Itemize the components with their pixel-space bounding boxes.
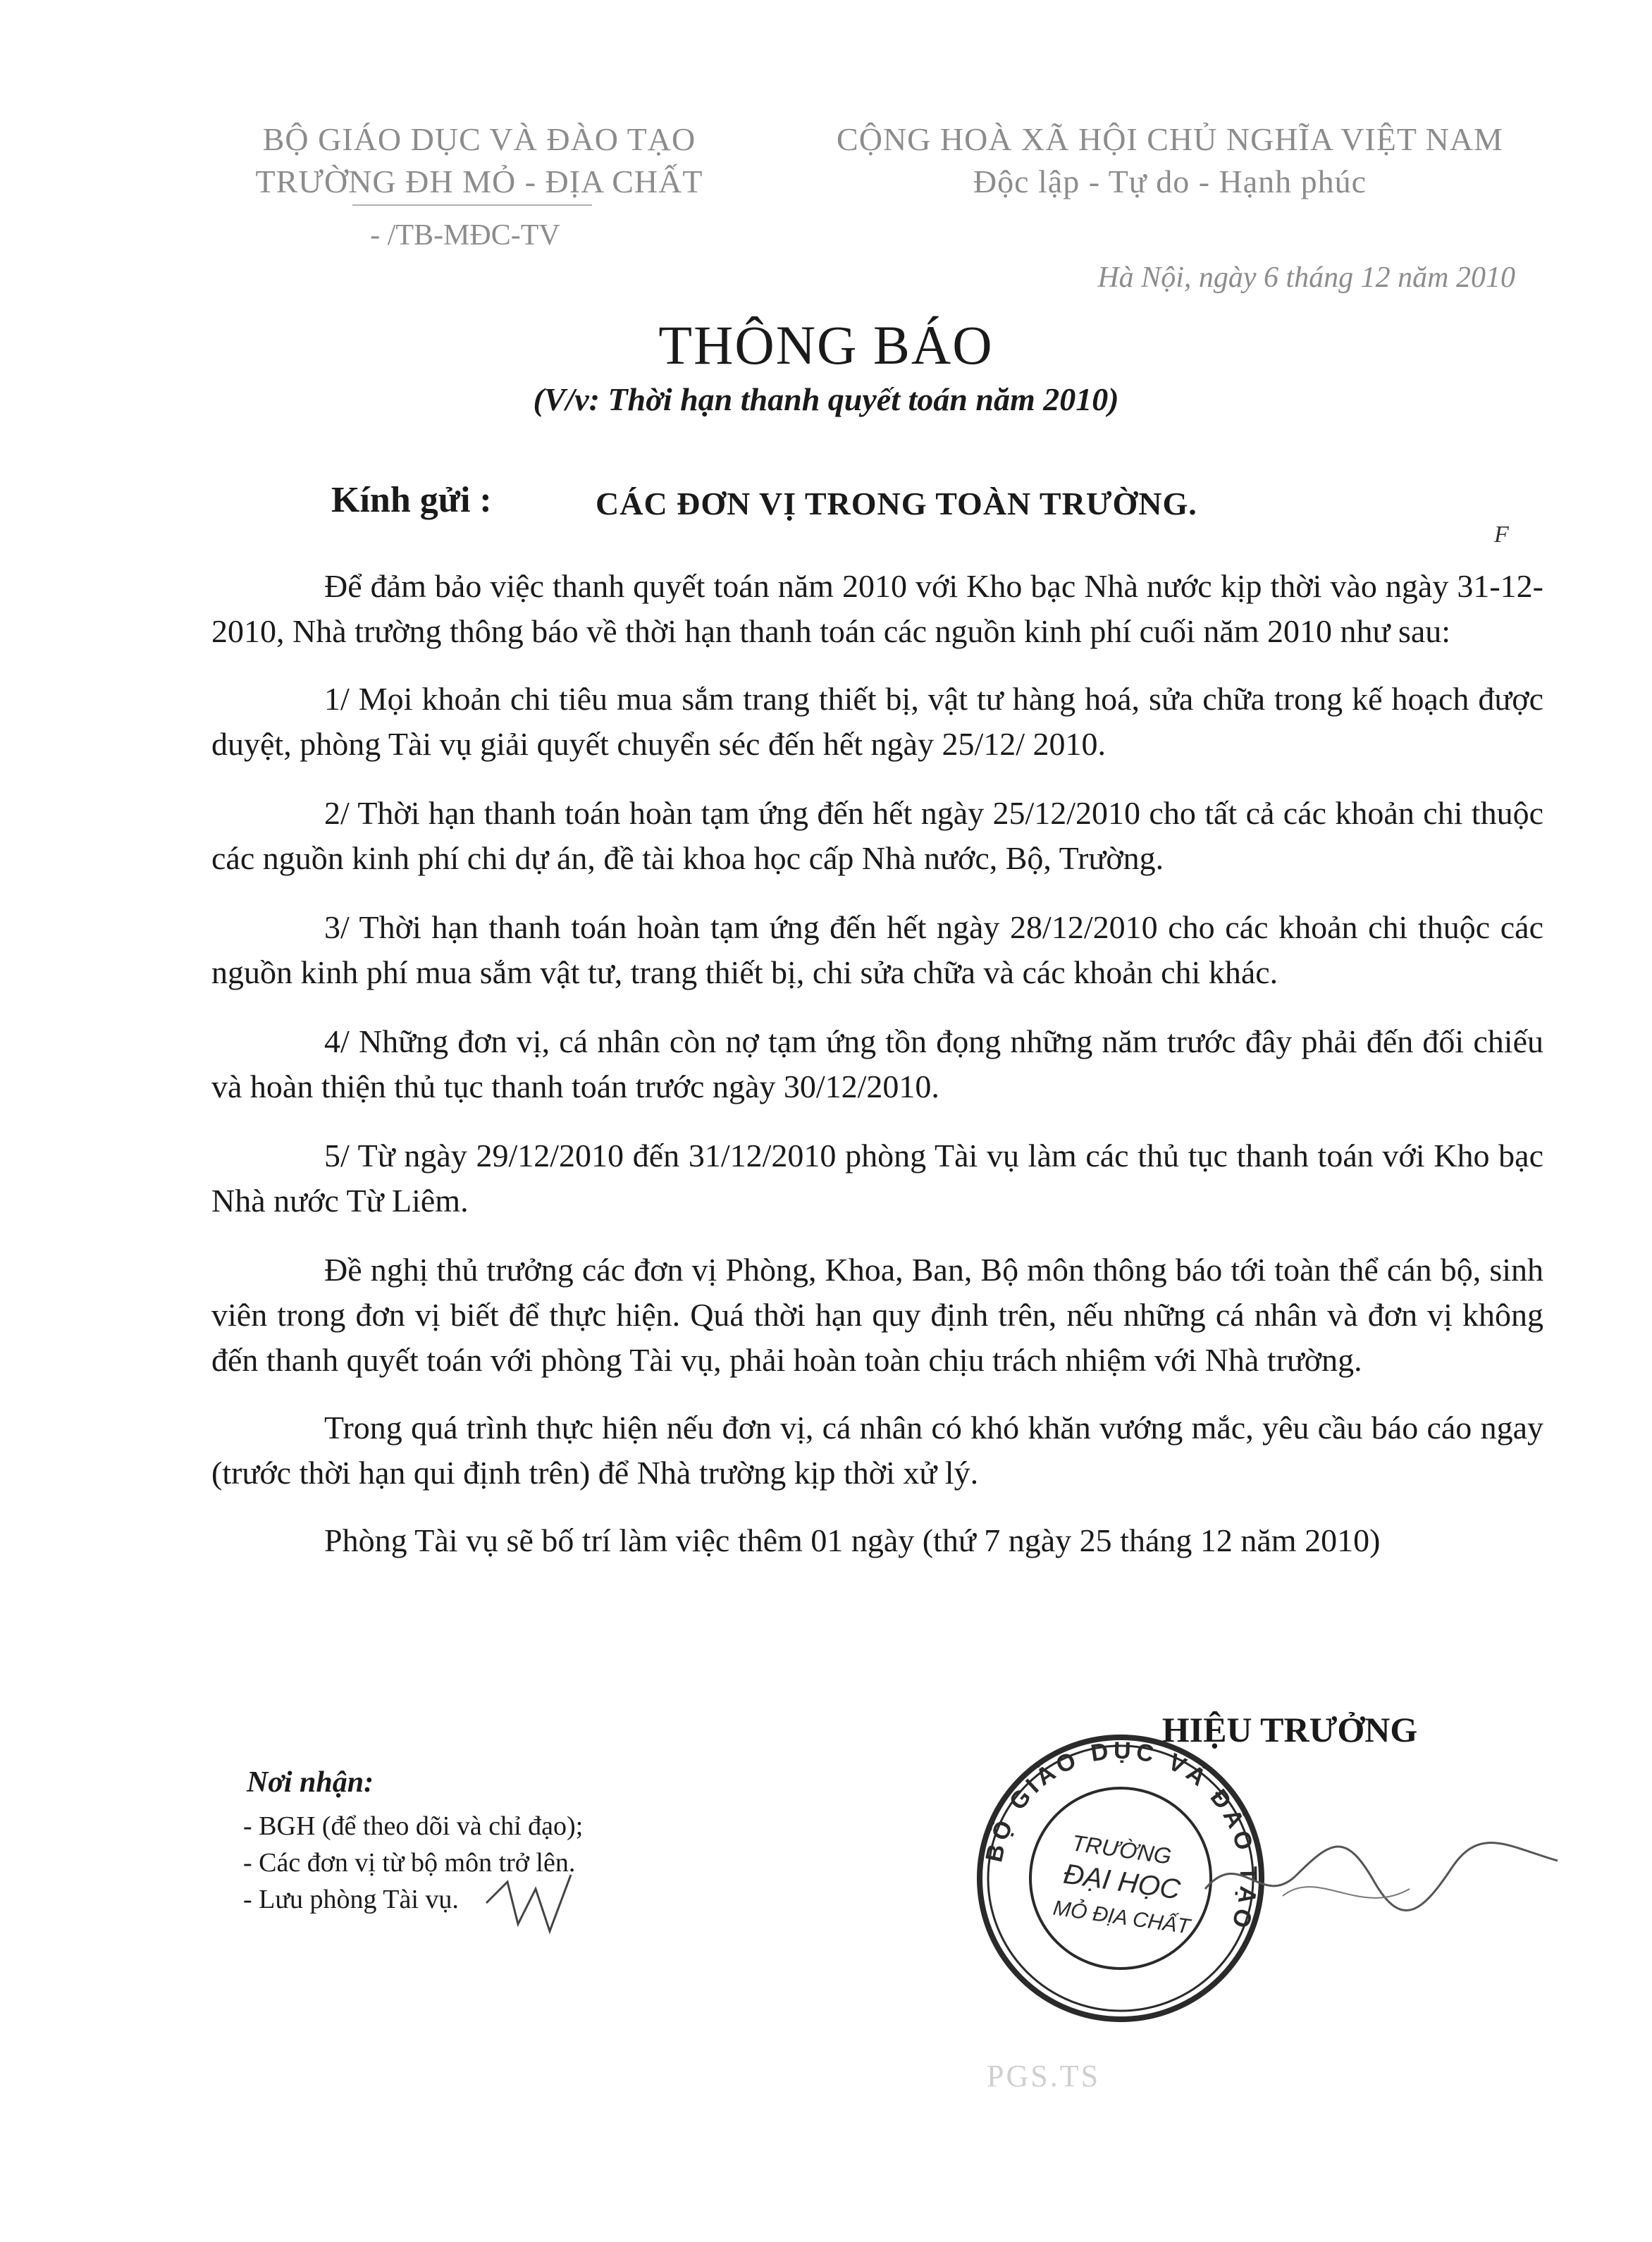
list-item: 1/ Mọi khoản chi tiêu mua sắm trang thiết bị, vật tư hàng hoá, sửa chữa trong kế hoạch được duyệt, phòng Tài vụ giải quyết chuyển séc đến hết ngày 25/12/ 2010.	[211, 681, 1543, 762]
university-name: TRƯỜNG ĐH MỎ - ĐỊA CHẤT	[255, 164, 703, 199]
motto: Độc lập - Tự do - Hạnh phúc	[973, 164, 1367, 199]
problems-paragraph: Trong quá trình thực hiện nếu đơn vị, cá nhân có khó khăn vướng mắc, yêu cầu báo cáo ngay (trước thời hạn qui định trên) để Nhà trường kịp thời xử lý.	[211, 1410, 1543, 1491]
recipient-item: - Các đơn vị từ bộ môn trở lên.	[243, 1848, 576, 1878]
header-divider	[352, 204, 592, 206]
intro-paragraph: Để đảm bảo việc thanh quyết toán năm 2010 với Kho bạc Nhà nước kịp thời vào ngày 31-12-2010, Nhà trường thông báo về thời hạn thanh toán các nguồn kinh phí cuối năm 2010 như sau:	[211, 568, 1543, 649]
list-item: 4/ Những đơn vị, cá nhân còn nợ tạm ứng tồn đọng những năm trước đây phải đến đối chiếu và hoàn thiện thủ tục thanh toán trước ngày 30/12/2010.	[211, 1023, 1543, 1104]
list-item: 5/ Từ ngày 29/12/2010 đến 31/12/2010 phòng Tài vụ làm các thủ tục thanh toán với Kho bạc Nhà nước Từ Liêm.	[211, 1138, 1543, 1219]
recipients-title: Nơi nhận:	[247, 1766, 374, 1799]
margin-mark: F	[1494, 522, 1509, 548]
extra-day-paragraph: Phòng Tài vụ sẽ bố trí làm việc thêm 01 ngày (thứ 7 ngày 25 tháng 12 năm 2010)	[324, 1522, 1381, 1558]
reference-number: - /TB-MĐC-TV	[370, 219, 560, 252]
request-paragraph: Đề nghị thủ trưởng các đơn vị Phòng, Khoa, Ban, Bộ môn thông báo tới toàn thể cán bộ, sinh viên trong đơn vị biết để thực hiện. Quá thời hạn quy định trên, nếu những cá nhân và đơn vị không đến thanh quyết toán với phòng Tài vụ, phải hoàn toàn chịu trách nhiệm với Nhà trường.	[211, 1252, 1543, 1378]
document-body	[211, 564, 1543, 1563]
handwritten-signature	[1198, 1804, 1565, 1945]
national-motto-block	[810, 118, 1529, 203]
addressee-label: Kính gửi :	[331, 480, 492, 520]
initials-scribble	[479, 1861, 592, 1945]
document-title: THÔNG BÁO	[658, 314, 994, 376]
document-subject: (V/v: Thời hạn thanh quyết toán năm 2010)	[533, 381, 1119, 417]
stamp-inner-line-2: ĐẠI HỌC	[1061, 1858, 1183, 1906]
document-date: Hà Nội, ngày 6 tháng 12 năm 2010	[1097, 261, 1515, 294]
stamp-inner-line-3: MỎ ĐỊA CHẤT	[1052, 1896, 1192, 1939]
stamp-outer-text: BỘ GIÁO DỤC VÀ ĐÀO TẠO	[980, 1737, 1262, 1935]
list-item: 3/ Thời hạn thanh toán hoàn tạm ứng đến hết ngày 28/12/2010 cho các khoản chi thuộc các nguồn kinh phí mua sắm vật tư, trang thiết bị, chi sửa chữa và các khoản chi khác.	[211, 909, 1543, 990]
recipient-item: - BGH (để theo dõi và chỉ đạo);	[243, 1811, 584, 1841]
list-item: 2/ Thời hạn thanh toán hoàn tạm ứng đến hết ngày 25/12/2010 cho tất cả các khoản chi thuộc các nguồn kinh phí chi dự án, đề tài khoa học cấp Nhà nước, Bộ, Trường.	[211, 795, 1543, 876]
faded-footer-text: PGS.TS	[987, 2059, 1101, 2093]
stamp-inner-line-1: TRƯỜNG	[1070, 1830, 1173, 1869]
country-name: CỘNG HOÀ XÃ HỘI CHỦ NGHĨA VIỆT NAM	[837, 121, 1503, 157]
issuer-block	[233, 118, 726, 203]
ministry-name: BỘ GIÁO DỤC VÀ ĐÀO TẠO	[262, 121, 696, 157]
recipient-item: - Lưu phòng Tài vụ.	[243, 1885, 459, 1914]
addressee-value: CÁC ĐƠN VỊ TRONG TOÀN TRƯỜNG.	[596, 486, 1197, 522]
signer-title: HIỆU TRƯỞNG	[1161, 1710, 1418, 1749]
